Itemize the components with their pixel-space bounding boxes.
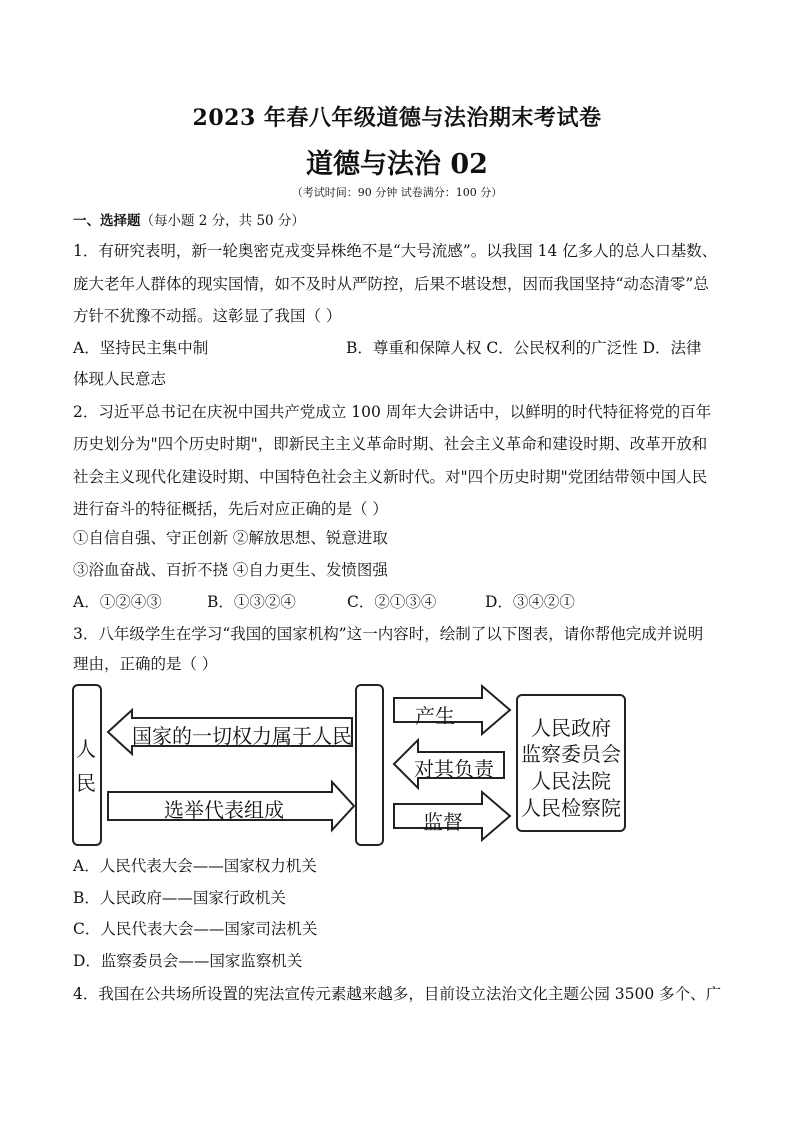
organ-court: 人民法院: [531, 769, 611, 793]
q2-line-4: 进行奋斗的特征概括，先后对应正确的是（ ）: [73, 500, 388, 518]
arrow-produce-label: 产生: [415, 704, 455, 728]
organ-supervisory: 监察委员会: [521, 742, 621, 766]
arrow-supervise-label: 监督: [423, 810, 463, 834]
q2-option-c: C．②①③④: [347, 593, 437, 611]
section-title: 一、选择题: [73, 213, 141, 229]
q2-item-line-2: ③浴血奋战、百折不挠 ④自力更生、发愤图强: [73, 561, 388, 579]
q1-line-3: 方针不犹豫不动摇。这彰显了我国（ ）: [73, 307, 342, 325]
q1-line-2: 庞大老年人群体的现实国情，如不及时从严防控，后果不堪设想，因而我国坚持“动态清零”总: [73, 275, 709, 293]
q1-option-bcd: B．尊重和保障人权 C．公民权利的广泛性 D．法律: [346, 339, 702, 357]
organ-government: 人民政府: [531, 716, 611, 740]
q2-item-line-1: ①自信自强、守正创新 ②解放思想、锐意进取: [73, 529, 388, 547]
people-label: 人民: [76, 737, 96, 795]
q3-option-a: A．人民代表大会——国家权力机关: [73, 857, 317, 875]
exam-title: 2023 年春八年级道德与法治期末考试卷: [192, 105, 602, 131]
arrow-responsible-label: 对其负责: [414, 757, 494, 781]
section-note: （每小题 2 分，共 50 分）: [140, 213, 305, 229]
q2-option-b: B．①③②④: [207, 593, 296, 611]
arrow-power-label: 国家的一切权力属于人民: [132, 724, 352, 748]
q4-line-1: 4．我国在公共场所设置的宪法宣传元素越来越多，目前设立法治文化主题公园 3500 多个、广: [73, 985, 722, 1003]
q3-line-2: 理由，正确的是（ ）: [73, 655, 218, 673]
q1-line-1: 1．有研究表明，新一轮奥密克戎变异株绝不是“大号流感”。以我国 14 亿多人的总人口基数、: [73, 242, 718, 260]
exam-subtitle: 道德与法治 02: [306, 149, 488, 180]
exam-info: （考试时间：90 分钟 试卷满分：100 分）: [291, 186, 503, 199]
diagram-arrows: [72, 682, 632, 848]
q3-option-b: B．人民政府——国家行政机关: [73, 889, 286, 907]
section-heading: [73, 211, 733, 231]
state-organs-diagram: [72, 682, 632, 848]
q3-line-1: 3．八年级学生在学习“我国的国家机构”这一内容时，绘制了以下图表，请你帮他完成并说明: [73, 625, 704, 643]
q1-option-a: A．坚持民主集中制: [73, 339, 209, 357]
q2-line-2: 历史划分为"四个历史时期"，即新民主主义革命时期、社会主义革命和建设时期、改革开放和: [73, 435, 708, 453]
organ-procuratorate: 人民检察院: [521, 796, 621, 820]
q2-line-3: 社会主义现代化建设时期、中国特色社会主义新时代。对"四个历史时期"党团结带领中国人民: [73, 468, 708, 486]
arrow-elect-label: 选举代表组成: [164, 798, 284, 822]
q3-option-d: D．监察委员会——国家监察机关: [73, 952, 303, 970]
q2-option-a: A．①②④③: [73, 593, 162, 611]
q2-line-1: 2．习近平总书记在庆祝中国共产党成立 100 周年大会讲话中，以鲜明的时代特征将党的百年: [73, 403, 712, 421]
q1-option-d-cont: 体现人民意志: [73, 370, 167, 388]
q2-option-d: D．③④②①: [485, 593, 575, 611]
q3-option-c: C．人民代表大会——国家司法机关: [73, 920, 318, 938]
